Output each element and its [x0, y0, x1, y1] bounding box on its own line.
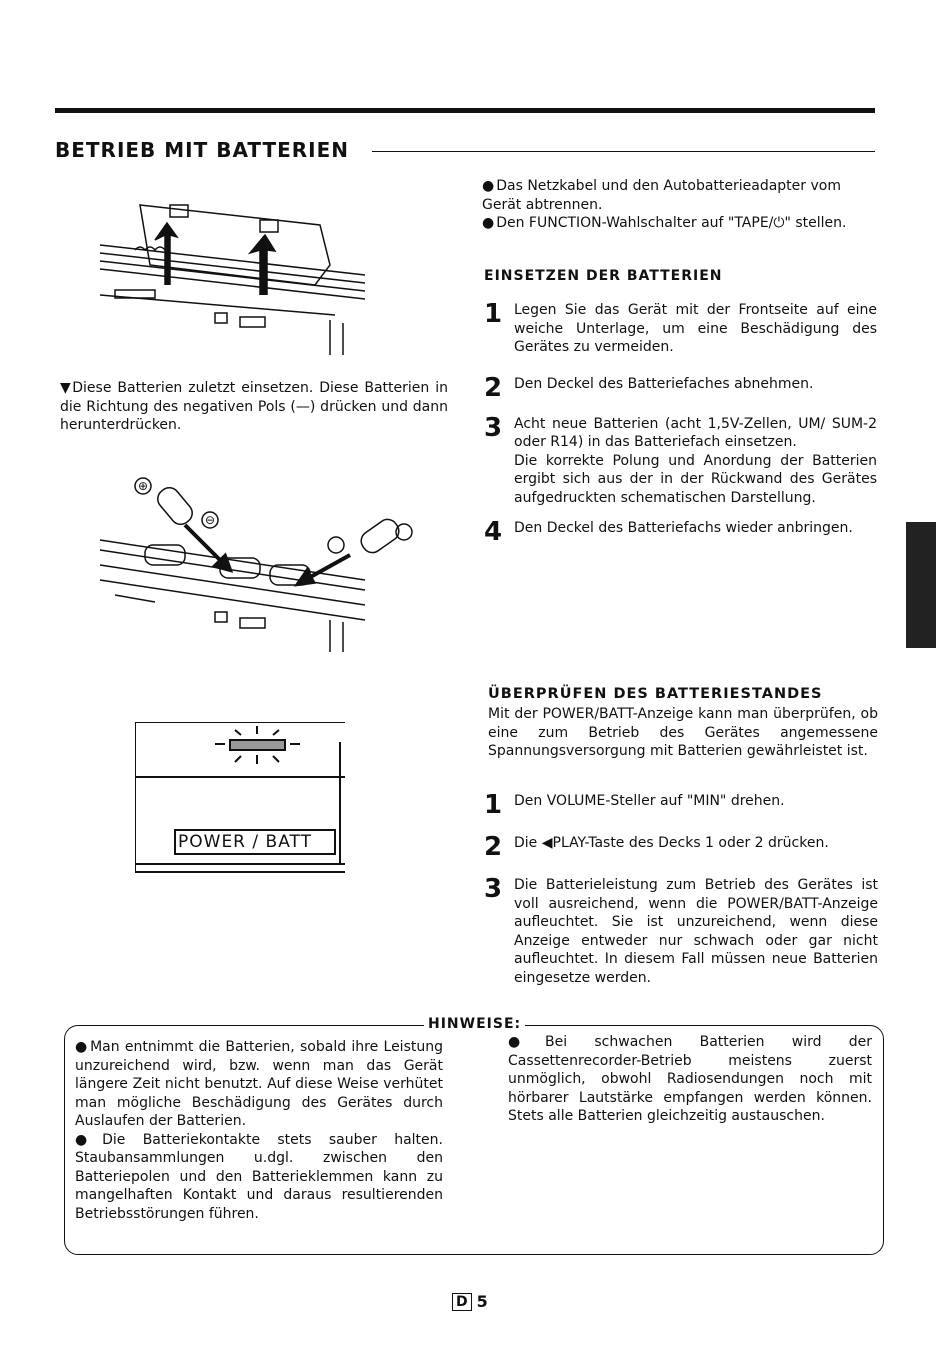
hinweise-left [75, 1038, 443, 1223]
plus-symbol: ⊕ [138, 479, 149, 493]
step-item: 1 Den VOLUME-Steller auf "MIN" drehen. [484, 790, 785, 820]
power-batt-indicator-illustration [135, 722, 345, 882]
intro-list [482, 177, 877, 233]
pruefen-heading: ÜBERPRÜFEN DES BATTERIESTANDES [488, 686, 823, 702]
einsetzen-steps [484, 301, 877, 545]
top-rule [55, 108, 875, 113]
step-item: 2 Den Deckel des Batteriefaches abnehmen. [484, 372, 814, 403]
hinweise-right [508, 1033, 872, 1126]
page-number [452, 1292, 488, 1311]
step-item: 1 Legen Sie das Gerät mit der Frontseite auf eine weiche Unterlage, um eine Beschädigung des Gerätes zu vermeiden. [484, 299, 877, 355]
battery-lid-illustration [95, 195, 370, 360]
hinweise-title: HINWEISE: [424, 1016, 525, 1032]
minus-symbol: ⊖ [205, 513, 216, 527]
power-batt-label: POWER / BATT [178, 832, 312, 852]
hint-item: ● Man entnimmt die Batterien, sobald ihre Leistung unzureichend wird, bzw. wenn man das Gerät längere Zeit nicht benutzt. Auf diese Weise verhütet man mögliche Beschädigung des Gerätes durch Auslaufen der Batterien. [75, 1038, 443, 1131]
intro-item: ● Den FUNCTION-Wahlschalter auf "TAPE/⏻" stellen. [482, 214, 877, 233]
title-rule [372, 151, 875, 152]
hint-item: ● Bei schwachen Batterien wird der Cassettenrecorder-Betrieb meistens zuerst unmöglich, obwohl Radiosendungen noch mit hörbarer Lautstärke empfangen werden können. Stets alle Batterien gleichzeitig austauschen. [508, 1033, 872, 1126]
step-item: 3 Die Batterieleistung zum Betrieb des Gerätes ist voll ausreichend, wenn die POWER/BATT-Anzeige aufleuchtet. Sie ist unzureichend, wenn diese Anzeige entweder nur schwach oder gar nicht aufleuchtet. In diesem Fall müssen neue Batterien eingesetze werden. [484, 874, 878, 986]
pruefen-steps [484, 792, 878, 987]
language-badge: D [452, 1293, 472, 1311]
pruefen-intro: Mit der POWER/BATT-Anzeige kann man überprüfen, ob eine zum Betrieb des Gerätes angemessene Spannungsversorgung mit Batterien gewährleistet ist. [488, 706, 878, 759]
einsetzen-heading: EINSETZEN DER BATTERIEN [484, 268, 723, 284]
step-item: 2 Die ◀PLAY-Taste des Decks 1 oder 2 drücken. [484, 832, 829, 862]
page-title: BETRIEB MIT BATTERIEN [55, 138, 350, 162]
battery-insert-illustration [95, 470, 420, 655]
step-item: 4 Den Deckel des Batteriefachs wieder anbringen. [484, 517, 853, 547]
hint-item: ● Die Batteriekontakte stets sauber halten. Staubansammlungen u.dgl. zwischen den Batteriepolen und den Batterieklemmen kann zu mangelhaften Kontakt und daraus resultierenden Betriebsstörungen führen. [75, 1131, 443, 1224]
step-item: 3 Acht neue Batterien (acht 1,5V-Zellen, UM/ SUM-2 oder R14) in das Batteriefach einsetzen. Die korrekte Polung und Anordung der Batterien ergibt sich aus der in der Rückwand des Gerätes aufgedruckten schematischen Darstellung. [484, 412, 877, 506]
left-note: ▼Diese Batterien zuletzt einsetzen. Diese Batterien in die Richtung des negativen Pols (—) drücken und dann herunterdrücken. [60, 380, 448, 433]
page-number-value: 5 [476, 1292, 488, 1311]
intro-item: ● Das Netzkabel und den Autobatterieadapter vom Gerät abtrennen. [482, 177, 877, 214]
side-tab-marker [906, 522, 936, 648]
